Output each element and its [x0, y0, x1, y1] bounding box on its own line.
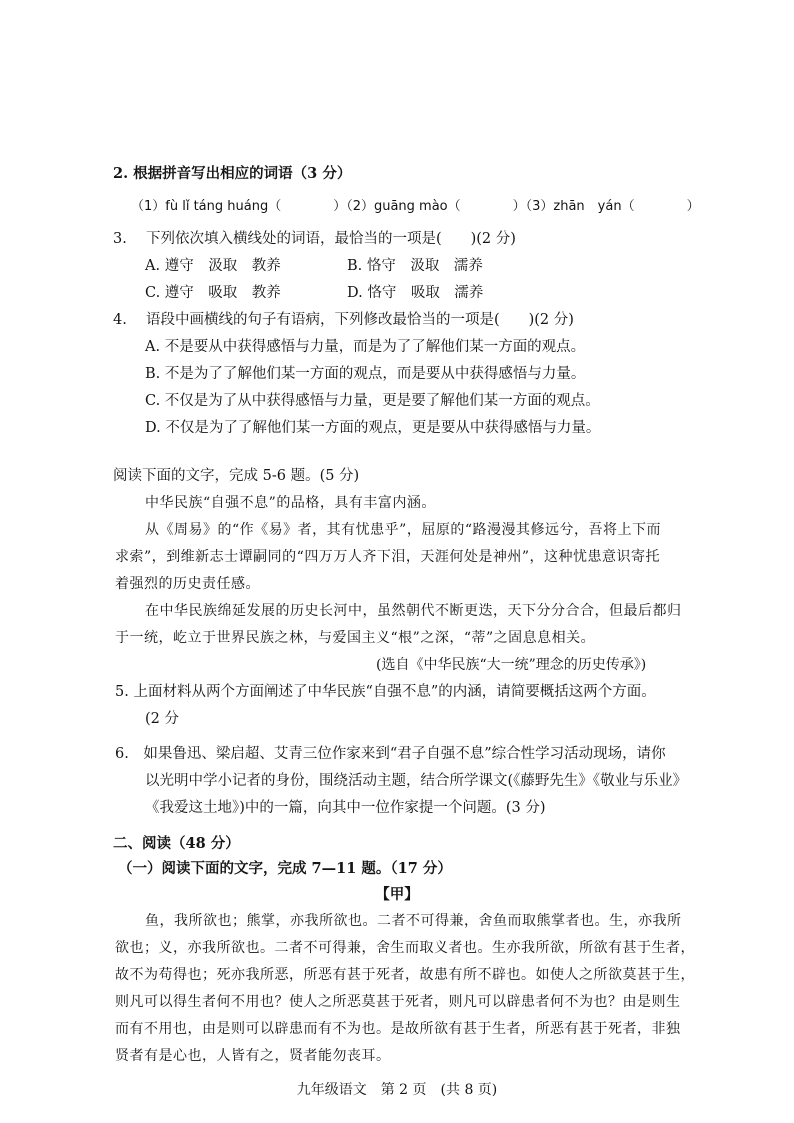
q5-line1: 5. 上面材料从两个方面阐述了中华民族“自强不息”的内涵，请简要概括这两个方面。	[115, 684, 656, 700]
classical-line2: 欲也；义，亦我所欲也。二者不可得兼，舍生而取义者也。生亦我所欲，所欲有甚于生者，	[115, 940, 695, 956]
q4-option-b: B. 不是为了了解他们某一方面的观点，而是要从中获得感悟与力量。	[145, 366, 586, 382]
passage-source: (选自《中华民族“大一统”理念的历史传承》)	[376, 657, 647, 673]
text-jia-label: 【甲】	[375, 886, 419, 903]
passage-p1: 中华民族“自强不息”的品格，具有丰富内涵。	[145, 495, 436, 511]
section-reading-title: 二、阅读（48 分）	[113, 835, 240, 852]
passage-p2-line2: 求索”，到维新志士谭嗣同的“四万万人齐下泪，天涯何处是神州”，这种忧患意识寄托	[115, 549, 660, 565]
q3-option-c: C. 遵守 吸取 教养	[145, 285, 281, 301]
passage-p2-line1: 从《周易》的“作《易》者，其有忧患乎”，屈原的“路漫漫其修远兮，吾将上下而	[145, 522, 661, 538]
q6-line1: 6. 如果鲁迅、梁启超、艾青三位作家来到“君子自强不息”综合性学习活动现场，请你	[115, 746, 666, 762]
classical-line5: 而有不用也，由是则可以辟患而有不为也。是故所欲有甚于生者，所恶有甚于死者，非独	[115, 1021, 681, 1037]
q3-option-b: B. 恪守 汲取 濡养	[347, 258, 483, 274]
passage-p3-line1: 在中华民族绵延发展的历史长河中，虽然朝代不断更迭，天下分分合合，但最后都归	[145, 603, 682, 619]
q6-line3: 《我爱这土地》)中的一篇，向其中一位作家提一个问题。(3 分)	[145, 800, 546, 816]
q3-option-d: D. 恪守 吸取 濡养	[347, 285, 484, 301]
q4-option-d: D. 不仅是为了了解他们某一方面的观点，更是要从中获得感悟与力量。	[145, 420, 601, 436]
classical-line6: 贤者有是心也，人皆有之，贤者能勿丧耳。	[115, 1048, 391, 1064]
passage-p2-line3: 着强烈的历史责任感。	[115, 576, 260, 592]
q2-title: 2. 根据拼音写出相应的词语（3 分）	[113, 165, 352, 182]
reading-intro: 阅读下面的文字，完成 5-6 题。(5 分)	[113, 468, 360, 484]
subsection-1-title: （一）阅读下面的文字，完成 7—11 题。（17 分）	[118, 860, 452, 877]
passage-p3-line2: 于一统，屹立于世界民族之林，与爱国主义“根”之深，“蒂”之固息息相关。	[115, 630, 596, 646]
q4-option-a: A. 不是要从中获得感悟与力量，而是为了了解他们某一方面的观点。	[145, 339, 586, 355]
q4-stem: 4. 语段中画横线的句子有语病，下列修改最恰当的一项是( )(2 分)	[113, 312, 574, 328]
q4-option-c: C. 不仅是为了从中获得感悟与力量，更是要了解他们某一方面的观点。	[145, 393, 600, 409]
q3-option-a: A. 遵守 汲取 教养	[145, 258, 281, 274]
page-footer: 九年级语文 第 2 页 (共 8 页)	[296, 1082, 498, 1098]
q2-pinyin-items: （1）fù lǐ táng huáng（ ）（2）guāng mào（ ）（3）zhān yán（ ）	[131, 199, 700, 214]
classical-line1: 鱼，我所欲也；熊掌，亦我所欲也。二者不可得兼，舍鱼而取熊掌者也。生，亦我所	[145, 913, 682, 929]
q5-line2: (2 分	[145, 711, 179, 727]
classical-line3: 故不为苟得也；死亦我所恶，所恶有甚于死者，故患有所不辟也。如使人之所欲莫甚于生，	[115, 967, 695, 983]
q6-line2: 以光明中学小记者的身份，围绕活动主题，结合所学课文(《藤野先生》《敬业与乐业》	[145, 773, 688, 789]
classical-line4: 则凡可以得生者何不用也？使人之所恶莫甚于死者，则凡可以辟患者何不为也？由是则生	[115, 994, 681, 1010]
q3-stem: 3. 下列依次填入横线处的词语，最恰当的一项是( )(2 分)	[113, 231, 516, 247]
